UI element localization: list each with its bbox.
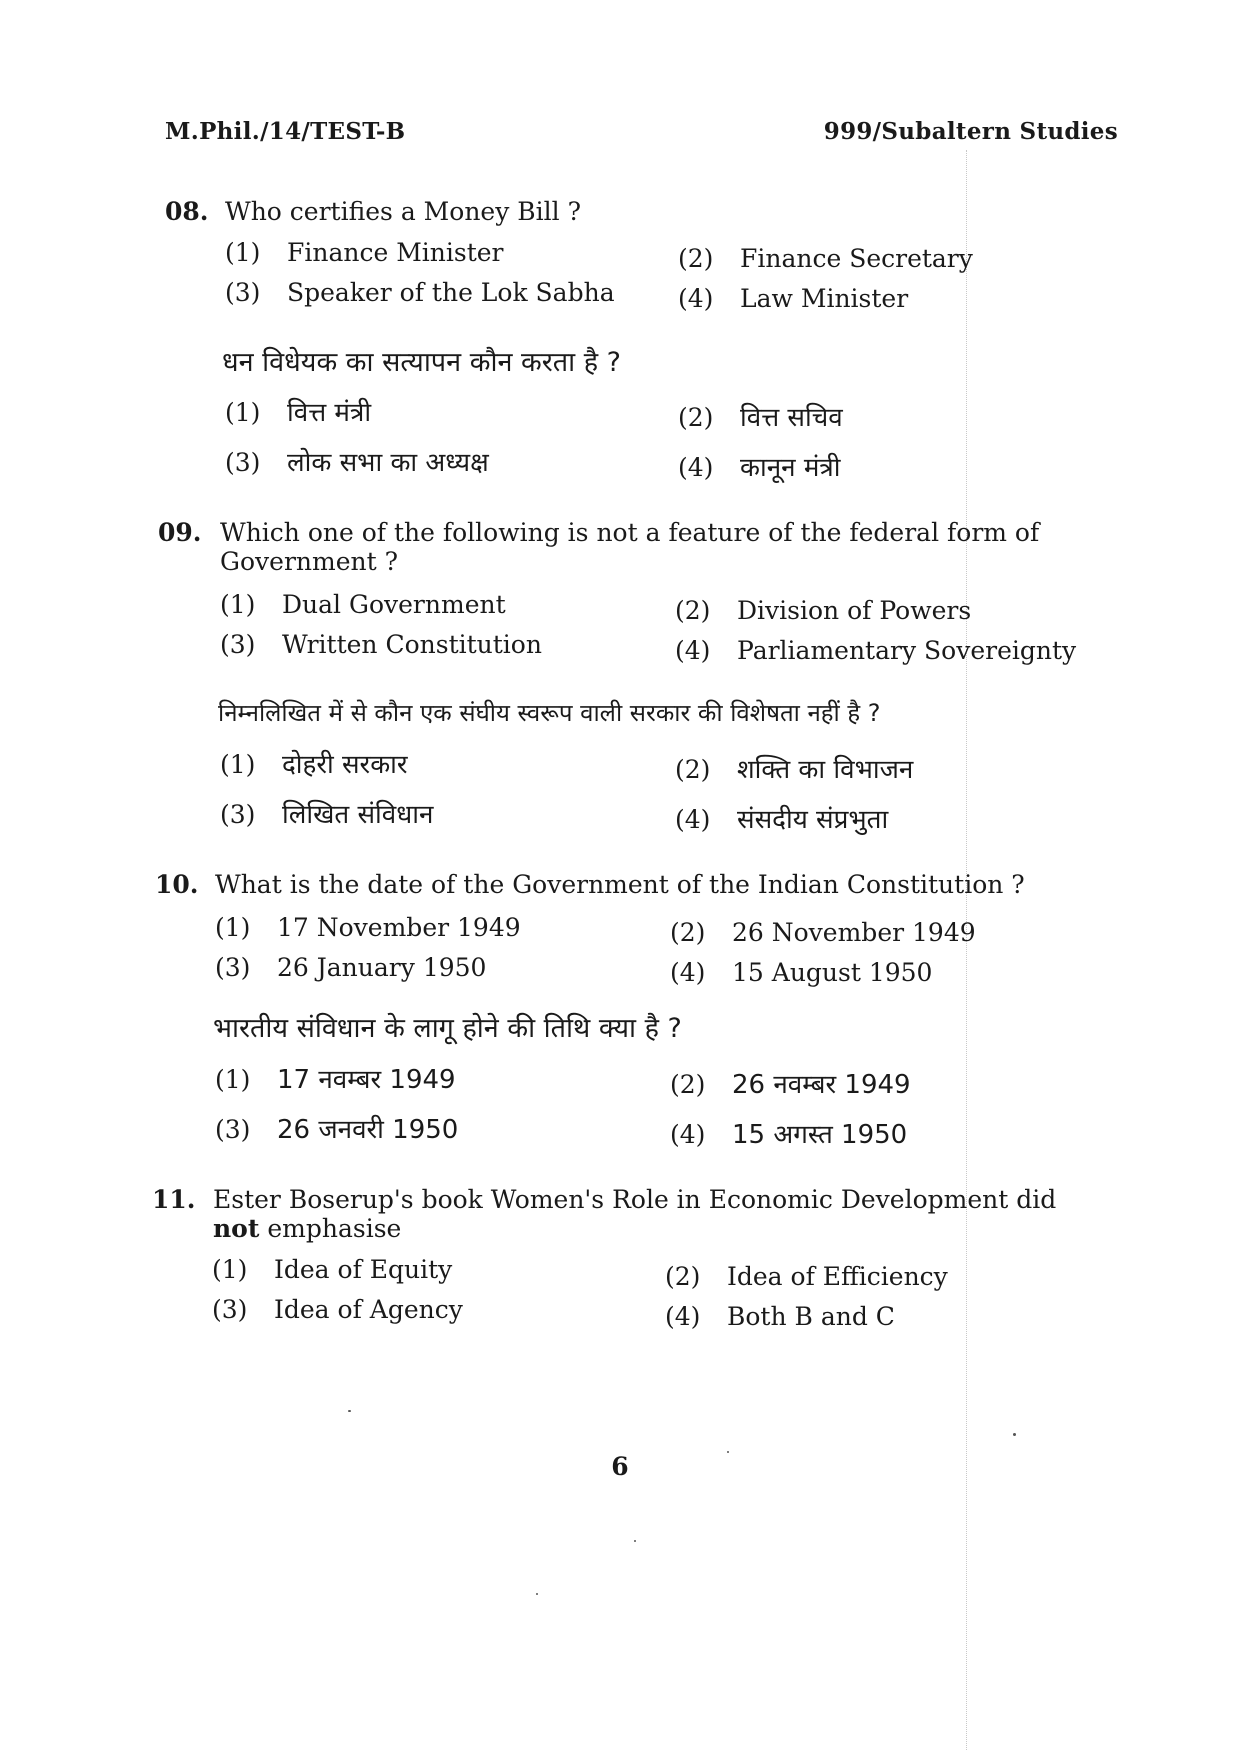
option-label: (4) — [678, 284, 714, 313]
scan-speck — [634, 1540, 636, 1542]
option-text: 15 August 1950 — [732, 958, 933, 987]
option-label: (2) — [670, 918, 706, 947]
option-label: (3) — [225, 278, 261, 307]
option-3[interactable] — [212, 1295, 463, 1324]
option-2-hindi[interactable] — [675, 750, 913, 786]
option-4[interactable] — [665, 1302, 895, 1331]
option-label: (3) — [220, 630, 256, 659]
question-text-part: emphasise — [259, 1214, 402, 1243]
option-text: Written Constitution — [282, 630, 542, 659]
option-label: (4) — [670, 1120, 706, 1149]
header-exam-code: M.Phil./14/TEST-B — [165, 118, 406, 145]
option-2[interactable] — [670, 918, 976, 947]
option-label: (2) — [678, 244, 714, 273]
option-text: 26 January 1950 — [277, 953, 487, 982]
option-3-hindi[interactable] — [215, 1110, 458, 1146]
option-1[interactable] — [225, 238, 504, 267]
scan-speck — [536, 1593, 538, 1595]
option-4[interactable] — [678, 284, 908, 313]
option-label: (2) — [678, 403, 714, 432]
question-text-hindi: भारतीय संविधान के लागू होने की तिथि क्या है ? — [213, 1013, 682, 1044]
scan-fold-line — [966, 150, 968, 1750]
header-paper-title: 999/Subaltern Studies — [823, 118, 1118, 145]
option-label: (3) — [225, 448, 261, 477]
option-label: (2) — [665, 1262, 701, 1291]
option-1-hindi[interactable] — [220, 745, 408, 781]
option-4-hindi[interactable] — [670, 1115, 907, 1151]
option-text: Idea of Efficiency — [727, 1262, 948, 1291]
option-1[interactable] — [220, 590, 506, 619]
option-3[interactable] — [220, 630, 542, 659]
question-number: 08. — [165, 197, 209, 226]
option-4-hindi[interactable] — [675, 800, 888, 836]
option-label: (3) — [215, 953, 251, 982]
option-text: Finance Minister — [287, 238, 504, 267]
option-label: (4) — [675, 636, 711, 665]
option-text: वित्त सचिव — [740, 403, 843, 433]
option-4-hindi[interactable] — [678, 448, 840, 484]
option-label: (4) — [675, 805, 711, 834]
option-text: वित्त मंत्री — [287, 398, 372, 428]
option-label: (4) — [670, 958, 706, 987]
option-3-hindi[interactable] — [225, 443, 489, 479]
option-1[interactable] — [212, 1255, 452, 1284]
question-text-emphasis: not — [213, 1214, 260, 1243]
option-1-hindi[interactable] — [225, 393, 371, 429]
question-text: Who certifies a Money Bill ? — [225, 197, 582, 226]
option-3[interactable] — [215, 953, 486, 982]
question-text-hindi: निम्नलिखित में से कौन एक संघीय स्वरूप वाली सरकार की विशेषता नहीं है ? — [218, 699, 881, 727]
option-2-hindi[interactable] — [670, 1065, 911, 1101]
option-3[interactable] — [225, 278, 615, 307]
option-text: लिखित संविधान — [282, 800, 434, 830]
option-label: (3) — [215, 1115, 251, 1144]
option-text: Idea of Equity — [274, 1255, 453, 1284]
option-4[interactable] — [675, 636, 1076, 665]
option-text: Law Minister — [740, 284, 909, 313]
option-label: (3) — [212, 1295, 248, 1324]
option-text: Dual Government — [282, 590, 506, 619]
option-text: 15 अगस्त 1950 — [732, 1120, 908, 1150]
option-text: 26 नवम्बर 1949 — [732, 1070, 911, 1100]
option-text: Division of Powers — [737, 596, 972, 625]
option-label: (1) — [225, 238, 261, 267]
option-text: कानून मंत्री — [740, 453, 841, 483]
option-text: 17 November 1949 — [277, 913, 521, 942]
option-label: (2) — [670, 1070, 706, 1099]
option-label: (4) — [665, 1302, 701, 1331]
option-label: (1) — [220, 750, 256, 779]
option-3-hindi[interactable] — [220, 795, 433, 831]
option-2[interactable] — [678, 244, 973, 273]
option-label: (3) — [220, 800, 256, 829]
option-text: लोक सभा का अध्यक्ष — [287, 448, 489, 478]
option-label: (2) — [675, 596, 711, 625]
option-2-hindi[interactable] — [678, 398, 843, 434]
scan-speck — [1013, 1433, 1016, 1436]
question-text: What is the date of the Government of the Indian Constitution ? — [215, 870, 1025, 899]
option-2[interactable] — [665, 1262, 948, 1291]
question-number: 10. — [155, 870, 199, 899]
page-number: 6 — [611, 1452, 629, 1481]
option-label: (1) — [225, 398, 261, 427]
option-2[interactable] — [675, 596, 971, 625]
option-text: Both B and C — [727, 1302, 895, 1331]
option-label: (4) — [678, 453, 714, 482]
question-number: 11. — [152, 1185, 196, 1214]
option-text: Finance Secretary — [740, 244, 973, 273]
scan-speck — [348, 1410, 351, 1412]
option-text: Parliamentary Sovereignty — [737, 636, 1077, 665]
option-text: संसदीय संप्रभुता — [737, 805, 889, 835]
option-text: शक्ति का विभाजन — [737, 755, 914, 785]
option-text: दोहरी सरकार — [282, 750, 408, 780]
option-label: (1) — [220, 590, 256, 619]
option-text: Speaker of the Lok Sabha — [287, 278, 615, 307]
option-text: 17 नवम्बर 1949 — [277, 1065, 456, 1095]
option-label: (2) — [675, 755, 711, 784]
option-4[interactable] — [670, 958, 932, 987]
question-text: Which one of the following is not a feature of the federal form of Government ? — [220, 518, 1040, 576]
question-text-hindi: धन विधेयक का सत्यापन कौन करता है ? — [222, 347, 622, 378]
option-text: Idea of Agency — [274, 1295, 463, 1324]
option-label: (1) — [215, 1065, 251, 1094]
question-text — [213, 1185, 1133, 1243]
option-1-hindi[interactable] — [215, 1060, 456, 1096]
scan-speck — [727, 1451, 729, 1453]
option-text: 26 November 1949 — [732, 918, 976, 947]
option-1[interactable] — [215, 913, 521, 942]
option-text: 26 जनवरी 1950 — [277, 1115, 459, 1145]
option-label: (1) — [212, 1255, 248, 1284]
question-text-part: Ester Boserup's book Women's Role in Economic Development did — [213, 1185, 1057, 1214]
option-label: (1) — [215, 913, 251, 942]
question-number: 09. — [158, 518, 202, 547]
